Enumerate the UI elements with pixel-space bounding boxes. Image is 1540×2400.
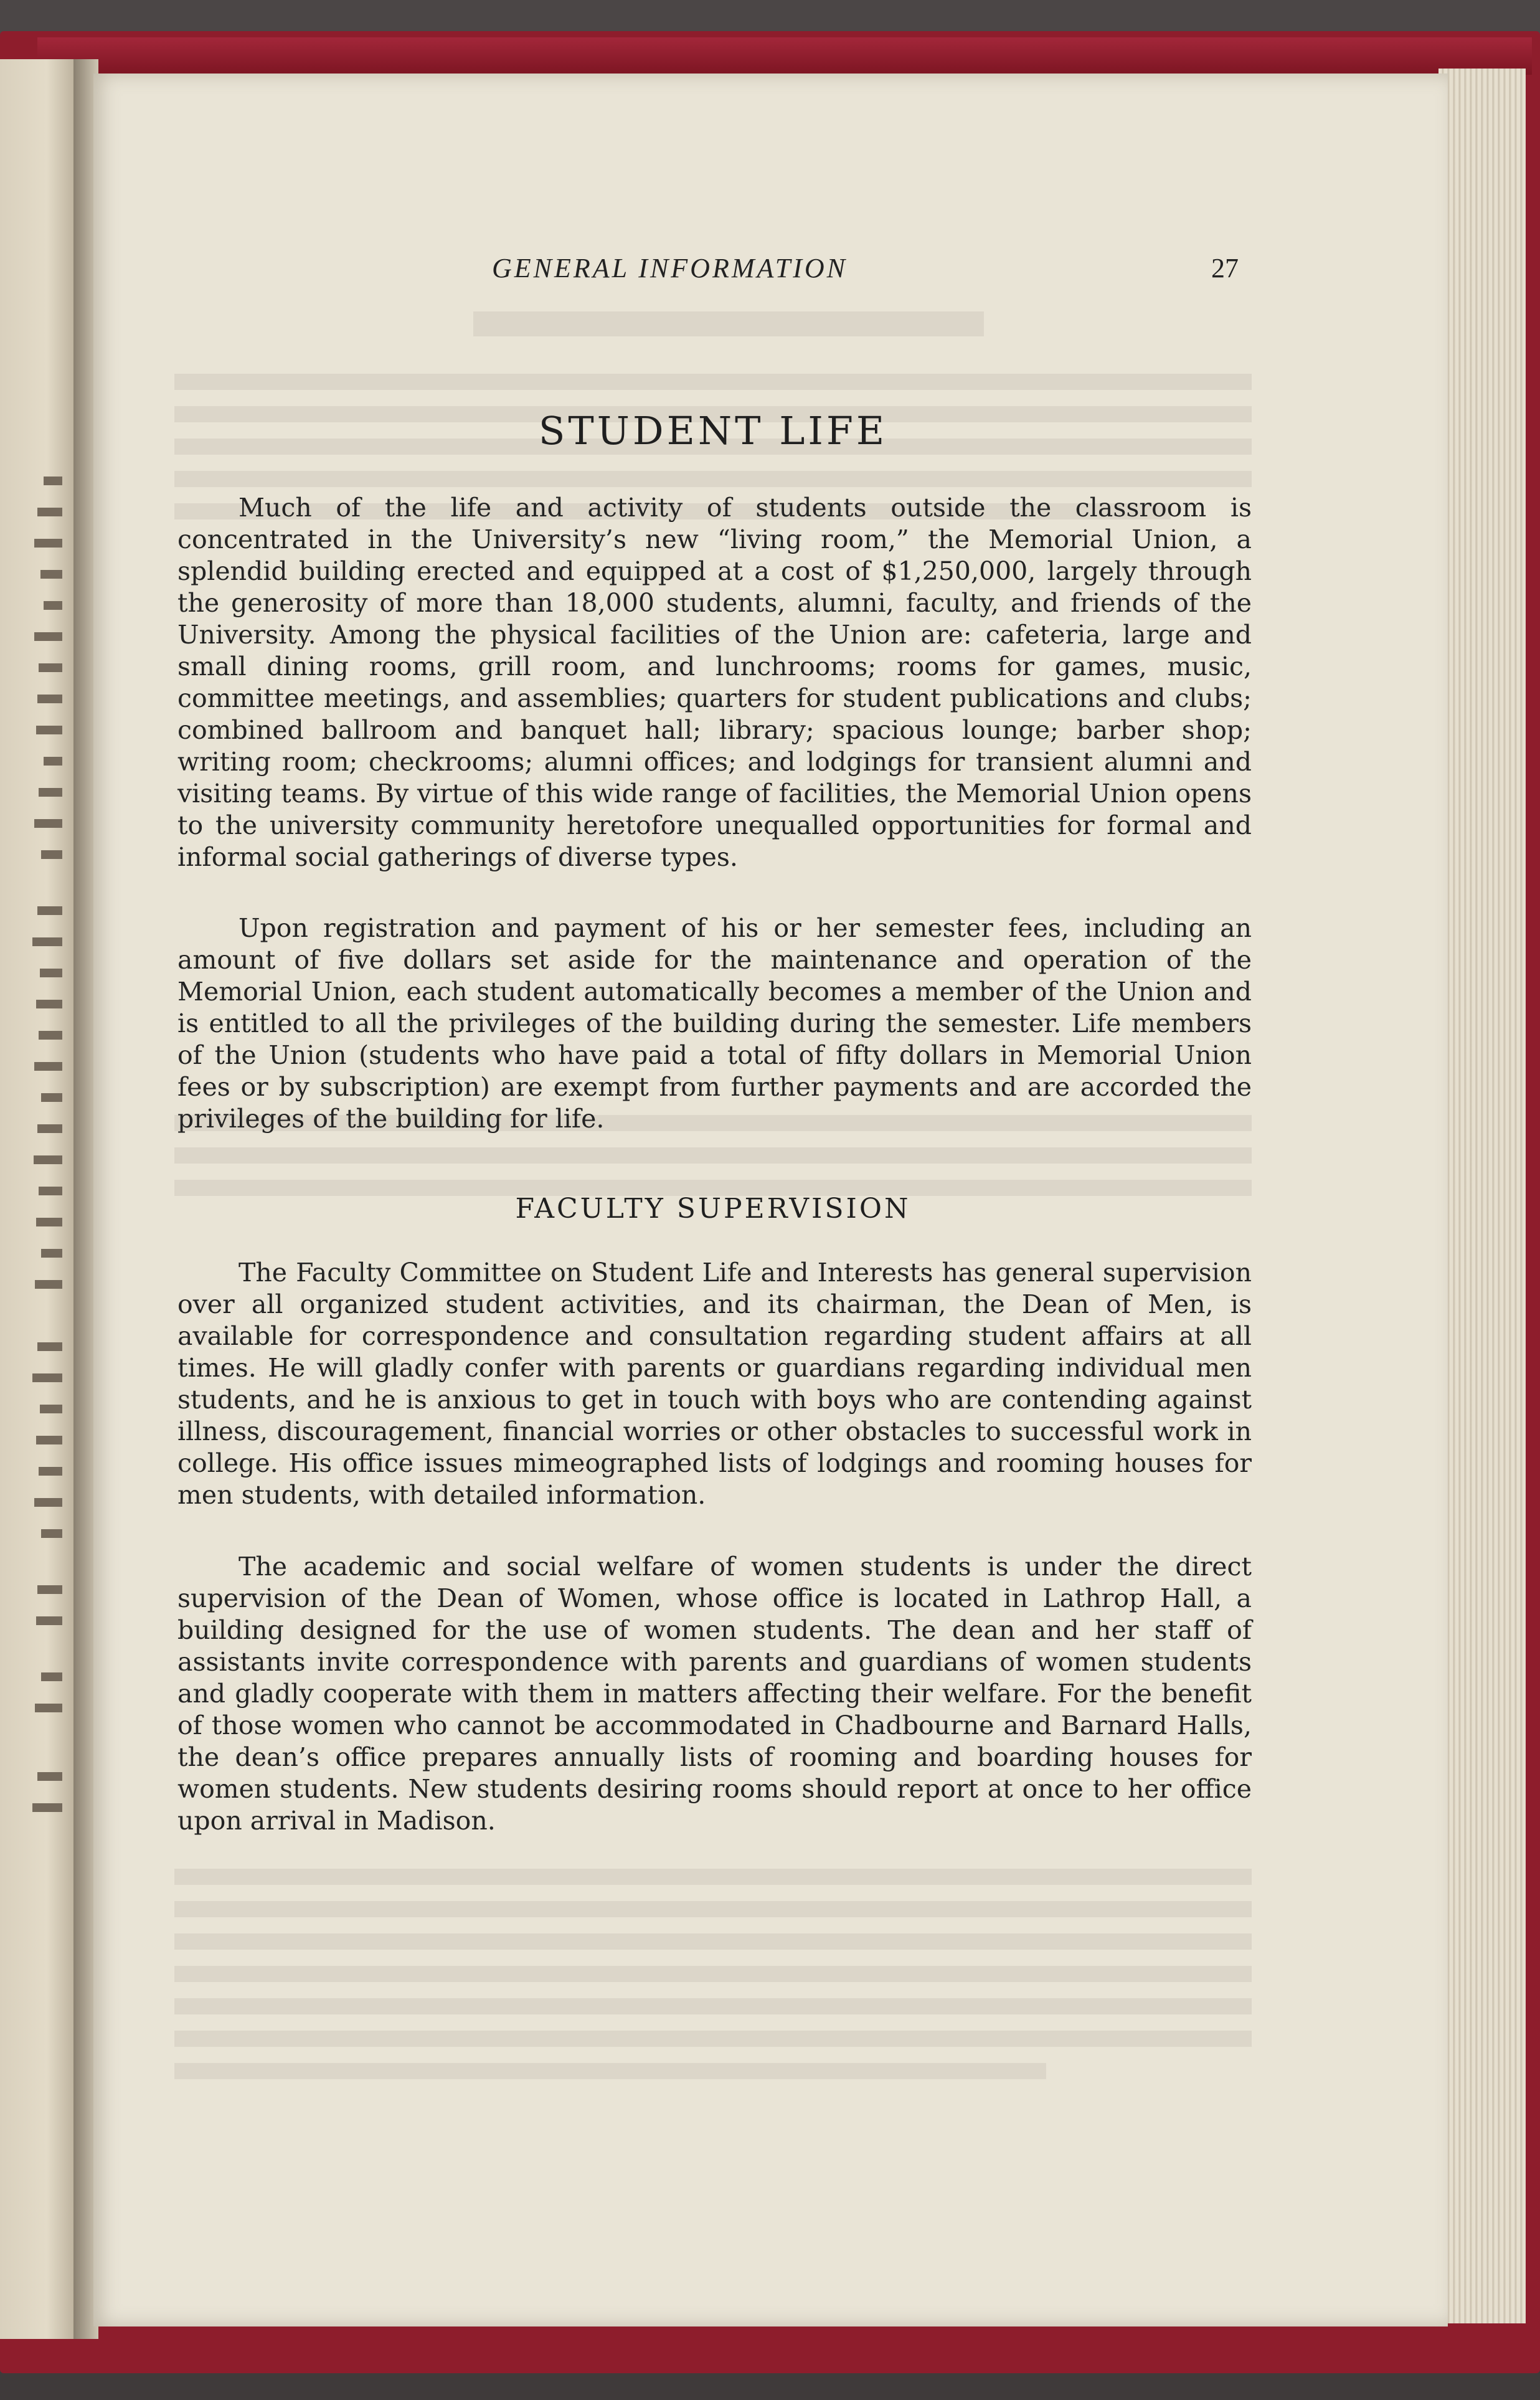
paragraph-memorial-union: Much of the life and activity of students outside the classroom is concentrated in the University’s new “living room,” the Memorial Union, a splendid building erected and equipped at a cost of $1,250,000, largely through the generosity of more than 18,000 students, alumni, faculty, and friends of the University. Among the physical facilities of the Union are: cafeteria, large and small dining rooms, grill room, and lunchrooms; rooms for games, music, committee meetings, and assemblies; quarters for student publications and clubs; combined ballroom and banquet hall; library; spacious lounge; barber shop; writing room; checkrooms; alumni offices; and lodgings for transient alumni and visiting teams. By virtue of this wide range of facilities, the Memorial Union opens to the university community heretofore unequalled opportunities for formal and informal social gatherings of diverse types.	[177, 493, 1252, 872]
section-title: STUDENT LIFE	[538, 408, 888, 453]
section-heading-faculty-supervision: FACULTY SUPERVISION	[515, 1193, 911, 1225]
running-head: GENERAL INFORMATION	[492, 253, 848, 283]
paragraph-union-membership: Upon registration and payment of his or her semester fees, including an amount of five dollars set aside for the maintenance and operation of the Memorial Union, each student automatically becomes a member of the Union and is entitled to all the privileges of the building during the semester. Life members of the Union (students who have paid a total of fifty dollars in Memorial Union fees or by subscription) are exempt from further payments and are accorded the privileges of the building for life.	[177, 913, 1252, 1134]
page-number: 27	[1211, 253, 1239, 283]
facing-page-text-marks	[0, 470, 68, 1965]
paragraph-dean-of-women: The academic and social welfare of women students is under the direct supervision of the Dean of Women, whose office is located in Lathrop Hall, a building designed for the use of women students. The dean and her staff of assistants invite correspondence with parents and guardians of women students and gladly cooperate with them in matters affecting their welfare. For the benefit of those women who cannot be accommodated in Chadbourne and Barnard Halls, the dean’s office prepares annually lists of rooming and boarding houses for women students. New students desiring rooms should report at once to her office upon arrival in Madison.	[177, 1552, 1252, 1836]
book-cover-edge	[37, 37, 1532, 75]
page-stack-edges	[1438, 69, 1526, 2323]
paragraph-dean-of-men: The Faculty Committee on Student Life and Interests has general supervision over all organized student activities, and its chairman, the Dean of Men, is available for correspondence and consultation regarding student affairs at all times. He will gladly confer with parents or guardians regarding individual men students, and he is anxious to get in touch with boys who are contending against illness, discouragement, financial worries or other obstacles to successful work in college. His office issues mimeographed lists of lodgings and rooming houses for men students, with detailed information.	[177, 1258, 1252, 1510]
facing-page-edge	[0, 59, 78, 2339]
facing-page-text-fragments	[0, 470, 68, 1975]
